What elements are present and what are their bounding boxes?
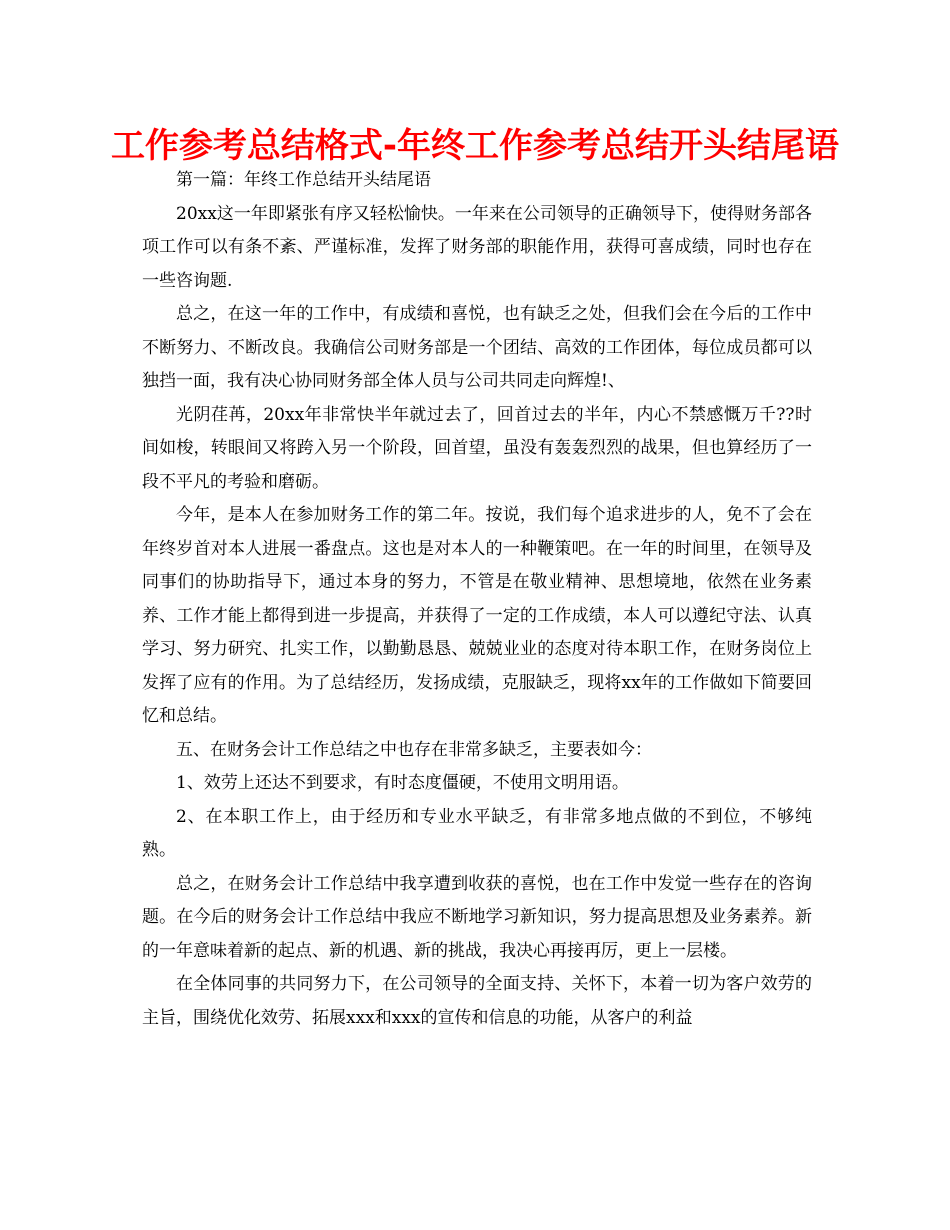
paragraph: 五、在财务会计工作总结之中也存在非常多缺乏，主要表如今：	[176, 739, 652, 760]
paragraph: 总之，在财务会计工作总结中我享遭到收获的喜悦，也在工作中发觉一些存在的咨询题。在今后的财务会计工作总结中我应不断地学习新知识，努力提高思想及业务素养。新的一年意味着新的起点、新的机遇、新的挑战，我决心再接再厉，更上一层楼。	[142, 873, 812, 961]
list-item: 2、在本职工作上，由于经历和专业水平缺乏，有非常多地点做的不到位，不够纯熟。	[142, 806, 812, 860]
paragraph: 在全体同事的共同努力下，在公司领导的全面支持、关怀下，本着一切为客户效劳的主旨，围绕优化效劳、拓展xxx和xxx的宣传和信息的功能，从客户的利益	[142, 974, 812, 1028]
paragraph-subheading: 第一篇：年终工作总结开头结尾语	[176, 170, 431, 190]
paragraph: 光阴荏苒，20xx年非常快半年就过去了，回首过去的半年，内心不禁感慨万千??时间如梭，转眼间又将跨入另一个阶段，回首望，虽没有轰轰烈烈的战果，但也算经历了一段不平凡的考验和磨砺。	[142, 404, 812, 492]
paragraph: 今年，是本人在参加财务工作的第二年。按说，我们每个追求进步的人，免不了会在年终岁首对本人进展一番盘点。这也是对本人的一种鞭策吧。在一年的时间里，在领导及同事们的协助指导下，通过本身的努力，不管是在敬业精神、思想境地，依然在业务素养、工作才能上都得到进一步提高，并获得了一定的工作成绩，本人可以遵纪守法、认真学习、努力研究、扎实工作，以勤勤恳恳、兢兢业业的态度对待本职工作，在财务岗位上发挥了应有的作用。为了总结经历，发扬成绩，克服缺乏，现将xx年的工作做如下简要回忆和总结。	[142, 505, 812, 726]
document-body	[142, 164, 812, 1035]
paragraph: 总之，在这一年的工作中，有成绩和喜悦，也有缺乏之处，但我们会在今后的工作中不断努力、不断改良。我确信公司财务部是一个团结、高效的工作团体，每位成员都可以独挡一面，我有决心协同财务部全体人员与公司共同走向辉煌!、	[142, 304, 812, 391]
document-title: 工作参考总结格式-年终工作参考总结开头结尾语	[110, 126, 840, 166]
list-item: 1、效劳上还达不到要求，有时态度僵硬，不使用文明用语。	[176, 773, 629, 793]
paragraph: 20xx这一年即紧张有序又轻松愉快。一年来在公司领导的正确领导下，使得财务部各项工作可以有条不紊、严谨标准，发挥了财务部的职能作用，获得可喜成绩，同时也存在一些咨询题.	[142, 203, 812, 291]
